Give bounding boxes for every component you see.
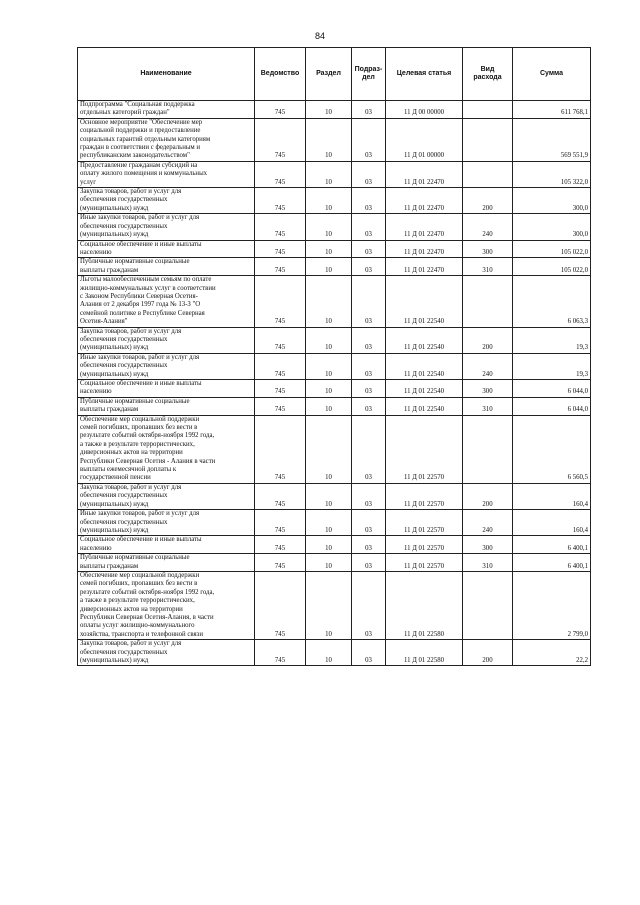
cell-name: Публичные нормативные социальные выплаты гражданам bbox=[78, 554, 255, 572]
cell-subsection: 03 bbox=[352, 240, 386, 258]
cell-target-article: 11 Д 01 22470 bbox=[386, 188, 463, 214]
table-row bbox=[78, 640, 591, 666]
table-row bbox=[78, 118, 591, 161]
cell-expense-type: 300 bbox=[463, 536, 513, 554]
cell-subsection: 03 bbox=[352, 161, 386, 187]
cell-sum: 6 044,0 bbox=[513, 397, 591, 415]
cell-name: Закупка товаров, работ и услуг для обеспечения государственных (муниципальных) нужд bbox=[78, 327, 255, 353]
cell-department: 745 bbox=[255, 258, 306, 276]
cell-subsection: 03 bbox=[352, 640, 386, 666]
header-subsection: Подраз- дел bbox=[352, 48, 386, 101]
cell-sum: 6 044,0 bbox=[513, 380, 591, 398]
table-row bbox=[78, 258, 591, 276]
cell-expense-type: 240 bbox=[463, 510, 513, 536]
cell-subsection: 03 bbox=[352, 483, 386, 509]
table-row bbox=[78, 483, 591, 509]
table-row bbox=[78, 536, 591, 554]
cell-sum: 611 768,1 bbox=[513, 101, 591, 119]
cell-target-article: 11 Д 01 22570 bbox=[386, 554, 463, 572]
cell-department: 745 bbox=[255, 188, 306, 214]
table-row bbox=[78, 510, 591, 536]
cell-expense-type bbox=[463, 276, 513, 327]
cell-sum: 2 799,0 bbox=[513, 571, 591, 639]
cell-name: Публичные нормативные социальные выплаты гражданам bbox=[78, 397, 255, 415]
cell-subsection: 03 bbox=[352, 571, 386, 639]
cell-subsection: 03 bbox=[352, 258, 386, 276]
cell-subsection: 03 bbox=[352, 554, 386, 572]
cell-sum: 105 022,0 bbox=[513, 258, 591, 276]
cell-department: 745 bbox=[255, 397, 306, 415]
header-sum: Сумма bbox=[513, 48, 591, 101]
cell-target-article: 11 Д 01 22470 bbox=[386, 161, 463, 187]
cell-subsection: 03 bbox=[352, 118, 386, 161]
cell-expense-type: 300 bbox=[463, 380, 513, 398]
cell-sum: 19,3 bbox=[513, 353, 591, 379]
table-row bbox=[78, 397, 591, 415]
table-row bbox=[78, 415, 591, 483]
cell-target-article: 11 Д 01 22470 bbox=[386, 240, 463, 258]
cell-subsection: 03 bbox=[352, 397, 386, 415]
header-name: Наименование bbox=[78, 48, 255, 101]
cell-name: Иные закупки товаров, работ и услуг для обеспечения государственных (муниципальных) нужд bbox=[78, 214, 255, 240]
cell-target-article: 11 Д 01 22570 bbox=[386, 536, 463, 554]
cell-section: 10 bbox=[306, 258, 352, 276]
table-row bbox=[78, 276, 591, 327]
cell-subsection: 03 bbox=[352, 101, 386, 119]
cell-sum: 6 400,1 bbox=[513, 554, 591, 572]
cell-target-article: 11 Д 01 22580 bbox=[386, 640, 463, 666]
cell-target-article: 11 Д 01 22540 bbox=[386, 380, 463, 398]
cell-name: Иные закупки товаров, работ и услуг для обеспечения государственных (муниципальных) нужд bbox=[78, 353, 255, 379]
cell-section: 10 bbox=[306, 101, 352, 119]
cell-department: 745 bbox=[255, 640, 306, 666]
cell-sum: 6 400,1 bbox=[513, 536, 591, 554]
cell-expense-type: 240 bbox=[463, 353, 513, 379]
cell-expense-type: 300 bbox=[463, 240, 513, 258]
cell-sum: 105 022,0 bbox=[513, 240, 591, 258]
cell-subsection: 03 bbox=[352, 327, 386, 353]
cell-sum: 569 551,9 bbox=[513, 118, 591, 161]
cell-target-article: 11 Д 01 22470 bbox=[386, 258, 463, 276]
cell-section: 10 bbox=[306, 397, 352, 415]
cell-sum: 300,0 bbox=[513, 188, 591, 214]
cell-department: 745 bbox=[255, 510, 306, 536]
cell-name: Обеспечение мер социальной поддержки семей погибших, пропавших без вести в результате событий октября-ноября 1992 года, а также в результате террористических, диверсионных актов на территории Республики Северная Осетия - Алания в части выплаты ежемесячной доплаты к государственной пенсии bbox=[78, 415, 255, 483]
cell-department: 745 bbox=[255, 118, 306, 161]
cell-expense-type: 200 bbox=[463, 640, 513, 666]
cell-name: Социальное обеспечение и иные выплаты населению bbox=[78, 536, 255, 554]
table-row bbox=[78, 101, 591, 119]
cell-section: 10 bbox=[306, 118, 352, 161]
cell-department: 745 bbox=[255, 101, 306, 119]
cell-subsection: 03 bbox=[352, 276, 386, 327]
cell-subsection: 03 bbox=[352, 415, 386, 483]
cell-target-article: 11 Д 01 22580 bbox=[386, 571, 463, 639]
cell-subsection: 03 bbox=[352, 510, 386, 536]
cell-name: Социальное обеспечение и иные выплаты населению bbox=[78, 380, 255, 398]
cell-department: 745 bbox=[255, 554, 306, 572]
cell-expense-type: 200 bbox=[463, 483, 513, 509]
header-expense-type: Вид расхода bbox=[463, 48, 513, 101]
cell-sum: 300,0 bbox=[513, 214, 591, 240]
cell-subsection: 03 bbox=[352, 214, 386, 240]
cell-section: 10 bbox=[306, 415, 352, 483]
cell-target-article: 11 Д 01 22570 bbox=[386, 415, 463, 483]
cell-sum: 6 560,5 bbox=[513, 415, 591, 483]
cell-name: Закупка товаров, работ и услуг для обеспечения государственных (муниципальных) нужд bbox=[78, 483, 255, 509]
cell-expense-type: 200 bbox=[463, 327, 513, 353]
page-number: 84 bbox=[314, 31, 325, 41]
cell-target-article: 11 Д 01 22570 bbox=[386, 483, 463, 509]
cell-department: 745 bbox=[255, 240, 306, 258]
cell-expense-type: 310 bbox=[463, 397, 513, 415]
cell-subsection: 03 bbox=[352, 353, 386, 379]
cell-department: 745 bbox=[255, 483, 306, 509]
cell-name: Льготы малообеспеченным семьям по оплате жилищно-коммунальных услуг в соответствии с Законом Республики Северная Осетия- Алания от 2 декабря 1997 года № 13-З "О семейной политике в Республике Северная Осетия-Алания" bbox=[78, 276, 255, 327]
cell-department: 745 bbox=[255, 161, 306, 187]
cell-sum: 6 063,3 bbox=[513, 276, 591, 327]
cell-department: 745 bbox=[255, 327, 306, 353]
cell-name: Основное мероприятие "Обеспечение мер социальной поддержки и предоставление социальных гарантий отдельным категориям граждан в соответствии с федеральным и республиканским законодательством" bbox=[78, 118, 255, 161]
table-row bbox=[78, 353, 591, 379]
cell-department: 745 bbox=[255, 380, 306, 398]
cell-section: 10 bbox=[306, 640, 352, 666]
cell-target-article: 11 Д 01 22540 bbox=[386, 397, 463, 415]
cell-department: 745 bbox=[255, 415, 306, 483]
cell-section: 10 bbox=[306, 353, 352, 379]
cell-sum: 19,3 bbox=[513, 327, 591, 353]
table-row bbox=[78, 161, 591, 187]
cell-expense-type: 240 bbox=[463, 214, 513, 240]
cell-target-article: 11 Д 00 00000 bbox=[386, 101, 463, 119]
cell-section: 10 bbox=[306, 240, 352, 258]
cell-expense-type bbox=[463, 161, 513, 187]
cell-section: 10 bbox=[306, 188, 352, 214]
cell-section: 10 bbox=[306, 536, 352, 554]
cell-target-article: 11 Д 01 22470 bbox=[386, 214, 463, 240]
cell-sum: 160,4 bbox=[513, 483, 591, 509]
cell-sum: 105 322,0 bbox=[513, 161, 591, 187]
cell-section: 10 bbox=[306, 327, 352, 353]
cell-target-article: 11 Д 01 22540 bbox=[386, 327, 463, 353]
cell-department: 745 bbox=[255, 536, 306, 554]
cell-section: 10 bbox=[306, 276, 352, 327]
cell-name: Предоставление гражданам субсидий на оплату жилого помещения и коммунальных услуг bbox=[78, 161, 255, 187]
cell-sum: 22,2 bbox=[513, 640, 591, 666]
cell-name: Закупка товаров, работ и услуг для обеспечения государственных (муниципальных) нужд bbox=[78, 188, 255, 214]
cell-department: 745 bbox=[255, 214, 306, 240]
cell-name: Закупка товаров, работ и услуг для обеспечения государственных (муниципальных) нужд bbox=[78, 640, 255, 666]
table-row bbox=[78, 554, 591, 572]
cell-target-article: 11 Д 01 00000 bbox=[386, 118, 463, 161]
cell-target-article: 11 Д 01 22540 bbox=[386, 353, 463, 379]
table-row bbox=[78, 240, 591, 258]
cell-section: 10 bbox=[306, 161, 352, 187]
cell-name: Обеспечение мер социальной поддержки семей погибших, пропавших без вести в результате событий октября-ноября 1992 года, а также в результате террористических, диверсионных актов на территории Республики Северная Осетия-Алания, в части оплаты услуг жилищно-коммунального хозяйства, транспорта и телефонной связи bbox=[78, 571, 255, 639]
cell-subsection: 03 bbox=[352, 380, 386, 398]
cell-name: Публичные нормативные социальные выплаты гражданам bbox=[78, 258, 255, 276]
table-row bbox=[78, 214, 591, 240]
cell-name: Подпрограмма "Социальная поддержка отдельных категорий граждан" bbox=[78, 101, 255, 119]
table-row bbox=[78, 188, 591, 214]
header-section: Раздел bbox=[306, 48, 352, 101]
header-department: Ведомство bbox=[255, 48, 306, 101]
cell-expense-type: 200 bbox=[463, 188, 513, 214]
cell-expense-type: 310 bbox=[463, 258, 513, 276]
cell-name: Социальное обеспечение и иные выплаты населению bbox=[78, 240, 255, 258]
table-row bbox=[78, 380, 591, 398]
cell-section: 10 bbox=[306, 510, 352, 536]
cell-subsection: 03 bbox=[352, 536, 386, 554]
cell-section: 10 bbox=[306, 483, 352, 509]
cell-expense-type bbox=[463, 415, 513, 483]
table-header-row bbox=[78, 48, 591, 101]
cell-department: 745 bbox=[255, 571, 306, 639]
cell-expense-type bbox=[463, 571, 513, 639]
cell-target-article: 11 Д 01 22570 bbox=[386, 510, 463, 536]
cell-target-article: 11 Д 01 22540 bbox=[386, 276, 463, 327]
cell-section: 10 bbox=[306, 571, 352, 639]
table-row bbox=[78, 571, 591, 639]
cell-subsection: 03 bbox=[352, 188, 386, 214]
cell-expense-type bbox=[463, 118, 513, 161]
cell-name: Иные закупки товаров, работ и услуг для обеспечения государственных (муниципальных) нужд bbox=[78, 510, 255, 536]
cell-department: 745 bbox=[255, 276, 306, 327]
cell-section: 10 bbox=[306, 214, 352, 240]
cell-expense-type bbox=[463, 101, 513, 119]
cell-section: 10 bbox=[306, 380, 352, 398]
cell-sum: 160,4 bbox=[513, 510, 591, 536]
cell-expense-type: 310 bbox=[463, 554, 513, 572]
budget-table bbox=[77, 47, 591, 666]
cell-section: 10 bbox=[306, 554, 352, 572]
table-row bbox=[78, 327, 591, 353]
cell-department: 745 bbox=[255, 353, 306, 379]
header-target-article: Целевая статья bbox=[386, 48, 463, 101]
